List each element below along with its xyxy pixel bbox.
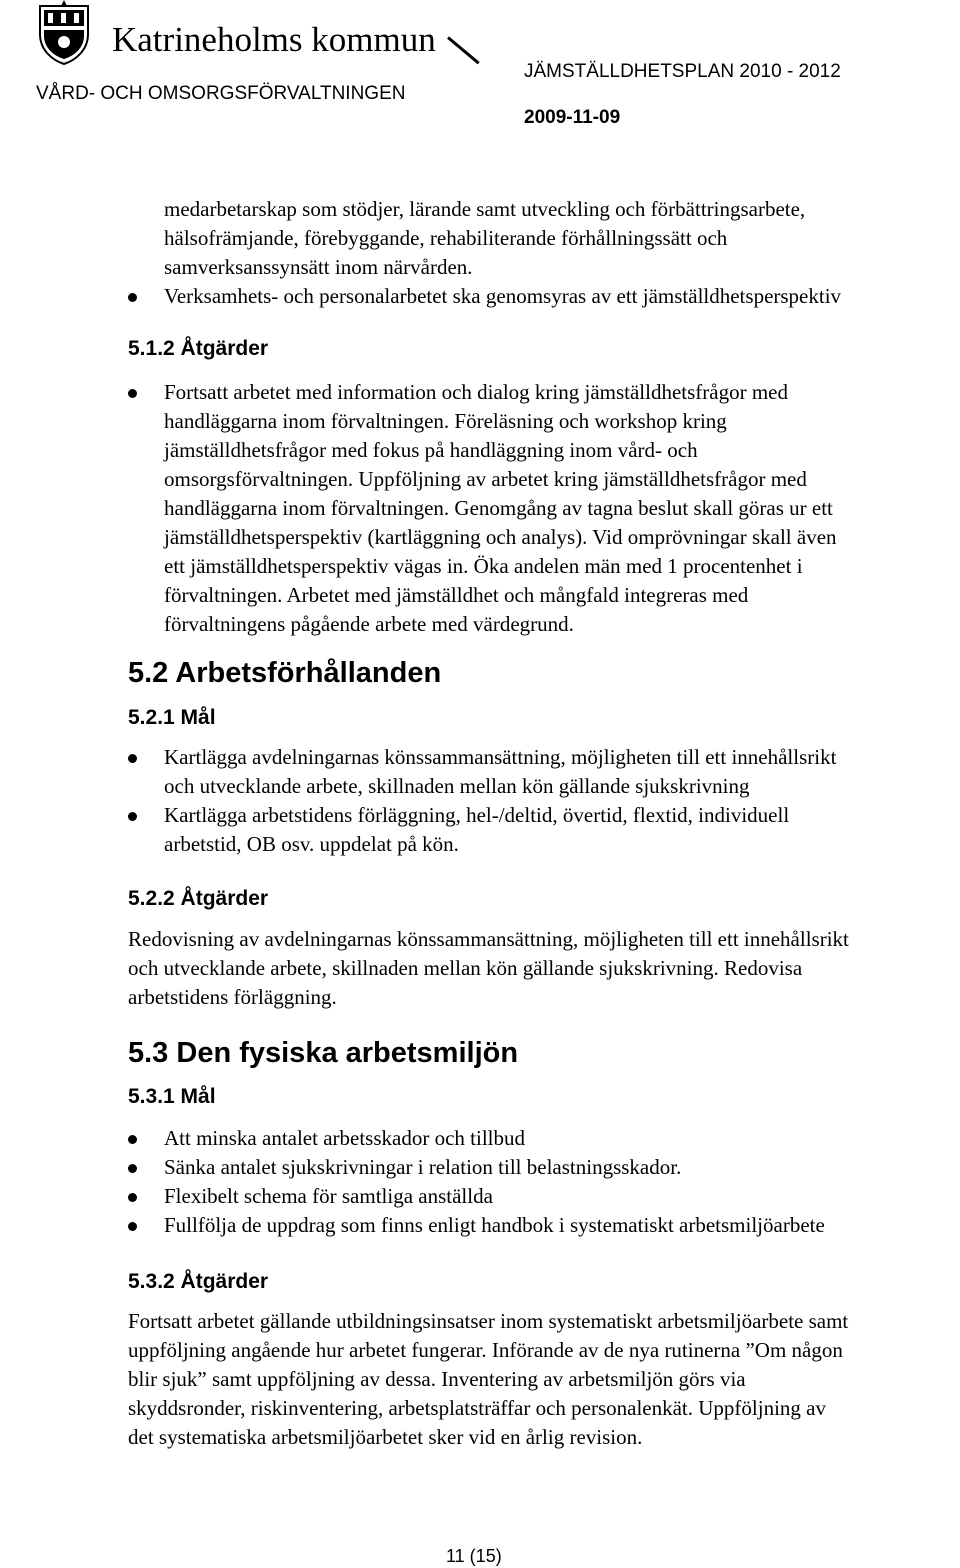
- paragraph-line: skyddsronder, riskinventering, arbetsplatsträffar och personalenkät. Uppföljning av: [128, 1396, 826, 1420]
- section-heading-5-3-1: 5.3.1 Mål: [128, 1085, 216, 1108]
- bullet-icon: [128, 812, 137, 821]
- bullet-icon: [128, 293, 137, 302]
- paragraph-line: omsorgsförvaltningen. Uppföljning av arbetet kring jämställdhetsfrågor med: [164, 467, 807, 491]
- intro-line: hälsofrämjande, förebyggande, rehabiliterande förhållningssätt och: [164, 226, 728, 250]
- section-heading-5-2: 5.2 Arbetsförhållanden: [128, 657, 442, 689]
- document-date: 2009-11-09: [524, 107, 621, 128]
- list-item-line: Kartlägga arbetstidens förläggning, hel-/deltid, övertid, flextid, individuell: [164, 803, 790, 827]
- bullet-icon: [128, 389, 137, 398]
- section-heading-5-2-1: 5.2.1 Mål: [128, 706, 216, 729]
- bullet-icon: [128, 754, 137, 763]
- list-item-line: Kartlägga avdelningarnas könssammansättning, möjligheten till ett innehållsrikt: [164, 745, 837, 769]
- list-item: Att minska antalet arbetsskador och tillbud: [164, 1126, 525, 1150]
- municipality-name: Katrineholms kommun: [112, 20, 436, 59]
- paragraph-line: och utvecklande arbete, skillnaden mellan kön gällande sjukskrivning. Redovisa: [128, 956, 803, 980]
- list-item: Flexibelt schema för samtliga anställda: [164, 1184, 493, 1208]
- paragraph-line: jämställdhetsfrågor med fokus på handläggning inom vård- och: [164, 438, 698, 462]
- list-item-line: arbetstid, OB osv. uppdelat på kön.: [164, 832, 459, 856]
- intro-bullet-text: Verksamhets- och personalarbetet ska genomsyras av ett jämställdhetsperspektiv: [164, 284, 842, 308]
- section-heading-5-1-2: 5.1.2 Åtgärder: [128, 337, 269, 360]
- paragraph-line: Fortsatt arbetet gällande utbildningsinsatser inom systematiskt arbetsmiljöarbete samt: [128, 1309, 849, 1333]
- list-item-line: och utvecklande arbete, skillnaden mellan kön gällande sjukskrivning: [164, 774, 750, 798]
- department-name: VÅRD- OCH OMSORGSFÖRVALTNINGEN: [36, 83, 406, 104]
- list-item: Sänka antalet sjukskrivningar i relation till belastningsskador.: [164, 1155, 682, 1179]
- paragraph-line: Fortsatt arbetet med information och dialog kring jämställdhetsfrågor med: [164, 380, 789, 404]
- paragraph-line: uppföljning angående hur arbetet fungerar. Införande av de nya rutinerna ”Om någon: [128, 1338, 843, 1362]
- bullet-icon: [128, 1135, 137, 1144]
- paragraph-line: förvaltningen. Arbetet med jämställdhet och mångfald integreras med: [164, 583, 749, 607]
- intro-line: samverksanssynsätt inom närvården.: [164, 255, 473, 279]
- section-heading-5-2-2: 5.2.2 Åtgärder: [128, 887, 269, 910]
- section-heading-5-3-2: 5.3.2 Åtgärder: [128, 1270, 269, 1293]
- bullet-icon: [128, 1222, 137, 1231]
- section-heading-5-3: 5.3 Den fysiska arbetsmiljön: [128, 1037, 519, 1069]
- paragraph-line: Redovisning av avdelningarnas könssammansättning, möjligheten till ett innehållsrikt: [128, 927, 849, 951]
- intro-line: medarbetarskap som stödjer, lärande samt utveckling och förbättringsarbete,: [164, 197, 806, 221]
- paragraph-line: förvaltningens pågående arbete med värdegrund.: [164, 612, 574, 636]
- logo-underline: [447, 36, 480, 64]
- page-number: 11 (15): [446, 1546, 502, 1566]
- plan-title: JÄMSTÄLLDHETSPLAN 2010 - 2012: [524, 61, 841, 82]
- paragraph-line: blir sjuk” samt uppföljning av dessa. Inventering av arbetsmiljön görs via: [128, 1367, 746, 1391]
- paragraph-line: arbetstidens förläggning.: [128, 985, 337, 1009]
- paragraph-line: handläggarna inom förvaltningen. Genomgång av tagna beslut skall göras ur ett: [164, 496, 833, 520]
- paragraph-line: jämställdhetsperspektiv (kartläggning och analys). Vid omprövningar skall även: [164, 525, 837, 549]
- bullet-icon: [128, 1193, 137, 1202]
- paragraph-line: handläggarna inom förvaltningen. Föreläsning och workshop kring: [164, 409, 727, 433]
- paragraph-line: ett jämställdhetsperspektiv vägas in. Öka andelen män med 1 procentenhet i: [164, 554, 803, 578]
- paragraph-line: det systematiska arbetsmiljöarbetet sker vid en årlig revision.: [128, 1425, 643, 1449]
- list-item: Fullfölja de uppdrag som finns enligt handbok i systematiskt arbetsmiljöarbete: [164, 1213, 825, 1237]
- bullet-icon: [128, 1164, 137, 1173]
- municipal-crest-icon: [36, 0, 92, 66]
